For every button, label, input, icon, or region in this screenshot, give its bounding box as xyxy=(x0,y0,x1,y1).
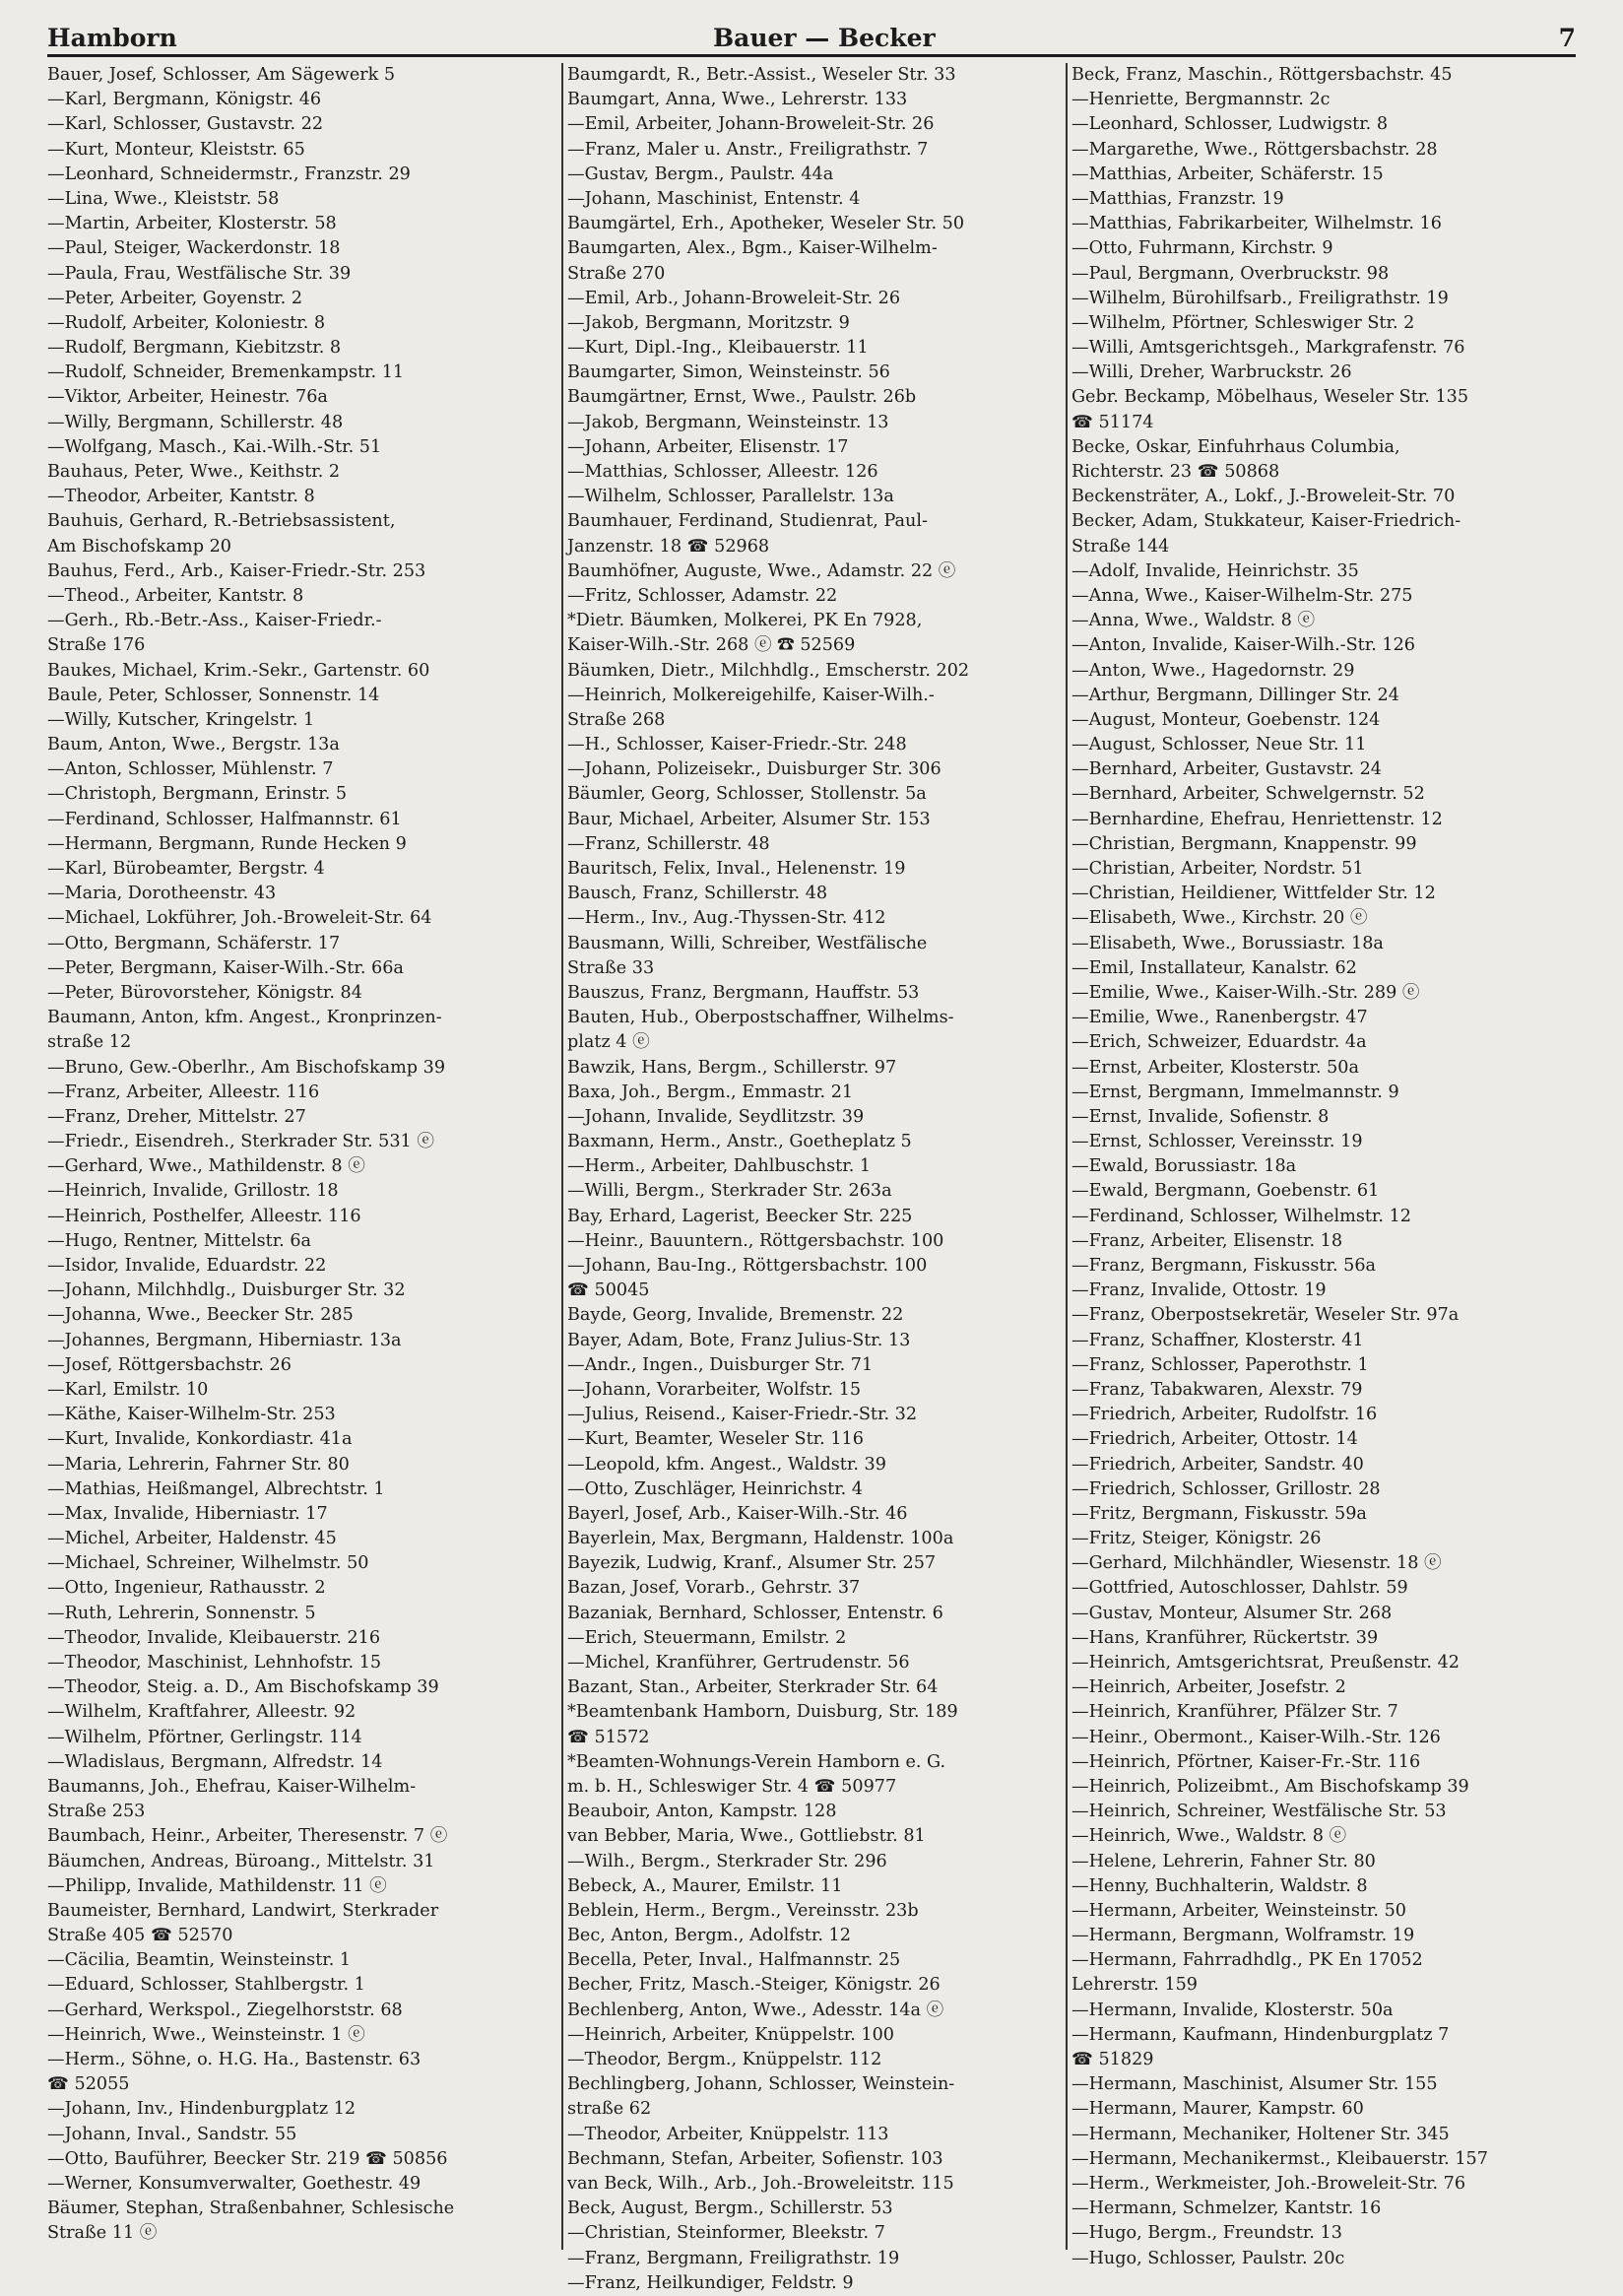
entry-line: Bechmann, Stefan, Arbeiter, Sofienstr. 103 xyxy=(567,2148,943,2169)
entry-line: —Anton, Schlosser, Mühlenstr. 7 xyxy=(47,759,334,780)
entry-line: m. b. H., Schleswiger Str. 4 ☎ 50977 xyxy=(567,1776,897,1797)
entry-line: Baumanns, Joh., Ehefrau, Kaiser-Wilhelm- xyxy=(47,1776,417,1797)
entry-line: Bec, Anton, Bergm., Adolfstr. 12 xyxy=(567,1926,851,1946)
entry-line: —Heinrich, Arbeiter, Josefstr. 2 xyxy=(1071,1677,1346,1698)
entry-line: —Theodor, Arbeiter, Knüppelstr. 113 xyxy=(567,2124,889,2144)
entry-line: —Rudolf, Schneider, Bremenkampstr. 11 xyxy=(47,362,405,383)
entry-line: —Christian, Heildiener, Wittfelder Str. 12 xyxy=(1071,884,1436,904)
entry-line: —Willi, Bergm., Sterkrader Str. 263a xyxy=(567,1181,892,1202)
entry-line: —Heinr., Bauuntern., Röttgersbachstr. 100 xyxy=(567,1230,944,1251)
entry-line: —Christian, Arbeiter, Nordstr. 51 xyxy=(1071,859,1364,879)
entry-line: Bawzik, Hans, Bergm., Schillerstr. 97 xyxy=(567,1057,897,1078)
entry-line: —Wilhelm, Bürohilfsarb., Freiligrathstr. 19 xyxy=(1071,288,1449,308)
entry-line: Straße 33 xyxy=(567,957,655,978)
entry-line: —Julius, Reisend., Kaiser-Friedr.-Str. 32 xyxy=(567,1405,918,1425)
entry-line: —Otto, Bauführer, Beecker Str. 219 ☎ 50856 xyxy=(47,2148,448,2169)
entry-line: —Heinrich, Arbeiter, Knüppelstr. 100 xyxy=(567,2024,894,2045)
entry-line: —Käthe, Kaiser-Wilhelm-Str. 253 xyxy=(47,1405,336,1425)
entry-line: —Johann, Maschinist, Entenstr. 4 xyxy=(567,188,861,209)
entry-line: —Willi, Amtsgerichtsgeh., Markgrafenstr. 76 xyxy=(1071,338,1465,359)
entry-line: —Ewald, Borussiastr. 18a xyxy=(1071,1156,1297,1177)
entry-line: —Franz, Bergmann, Fiskusstr. 56a xyxy=(1071,1256,1377,1276)
entry-line: —Friedrich, Arbeiter, Sandstr. 40 xyxy=(1071,1454,1364,1475)
entry-line: Richterstr. 23 ☎ 50868 xyxy=(1071,462,1280,482)
entry-line: —Herm., Arbeiter, Dahlbuschstr. 1 xyxy=(567,1156,872,1177)
entry-line: Baumhauer, Ferdinand, Studienrat, Paul- xyxy=(567,511,928,532)
entry-line: —Gerh., Rb.-Betr.-Ass., Kaiser-Friedr.- xyxy=(47,611,382,631)
entry-line: —Johann, Milchhdlg., Duisburger Str. 32 xyxy=(47,1280,406,1301)
entry-line: —Wilh., Bergm., Sterkrader Str. 296 xyxy=(567,1851,887,1871)
entry-line: —Hermann, Mechaniker, Holtener Str. 345 xyxy=(1071,2124,1450,2144)
entry-line: Baumeister, Bernhard, Landwirt, Sterkrader xyxy=(47,1900,439,1921)
entry-line: Baum, Anton, Wwe., Bergstr. 13a xyxy=(47,735,340,755)
entry-line: —Paula, Frau, Westfälische Str. 39 xyxy=(47,263,352,284)
entry-line: —Anna, Wwe., Kaiser-Wilhelm-Str. 275 xyxy=(1071,585,1413,606)
entry-line: —Heinrich, Wwe., Weinsteinstr. 1 ⓔ xyxy=(47,2024,365,2045)
entry-line: —Willy, Kutscher, Kringelstr. 1 xyxy=(47,709,315,730)
entry-line: Baxmann, Herm., Anstr., Goetheplatz 5 xyxy=(567,1132,912,1152)
entry-line: ☎ 51174 xyxy=(1071,412,1154,432)
entry-line: Baumgärtel, Erh., Apotheker, Weseler Str. 50 xyxy=(567,214,965,234)
entry-line: —Elisabeth, Wwe., Kirchstr. 20 ⓔ xyxy=(1071,908,1368,929)
entry-line: —Wilhelm, Schlosser, Parallelstr. 13a xyxy=(567,487,894,507)
entry-line: —Paul, Bergmann, Overbruckstr. 98 xyxy=(1071,263,1390,284)
entry-line: Baumgarter, Simon, Weinsteinstr. 56 xyxy=(567,362,890,383)
entry-line: —Willy, Bergmann, Schillerstr. 48 xyxy=(47,412,344,432)
entry-line: —Bernhard, Arbeiter, Gustavstr. 24 xyxy=(1071,759,1382,780)
entry-line: Bechlingberg, Johann, Schlosser, Weinstein- xyxy=(567,2074,955,2095)
entry-line: —Adolf, Invalide, Heinrichstr. 35 xyxy=(1071,560,1359,581)
entry-line: —Franz, Bergmann, Freiligrathstr. 19 xyxy=(567,2248,900,2268)
entry-line: —Emilie, Wwe., Kaiser-Wilh.-Str. 289 ⓔ xyxy=(1071,982,1420,1003)
entry-line: Beck, Franz, Maschin., Röttgersbachstr. 45 xyxy=(1071,65,1453,85)
entry-line: Beauboir, Anton, Kampstr. 128 xyxy=(567,1802,837,1822)
entry-line: —Emilie, Wwe., Ranenbergstr. 47 xyxy=(1071,1008,1368,1028)
entry-line: Baumbach, Heinr., Arbeiter, Theresenstr. 7 ⓔ xyxy=(47,1826,448,1847)
entry-line: Baule, Peter, Schlosser, Sonnenstr. 14 xyxy=(47,685,380,705)
entry-line: —Fritz, Schlosser, Adamstr. 22 xyxy=(567,585,838,606)
entry-line: —Franz, Invalide, Ottostr. 19 xyxy=(1071,1280,1327,1301)
entry-line: —Herm., Werkmeister, Joh.-Broweleit-Str. 76 xyxy=(1071,2173,1466,2194)
entry-line: platz 4 ⓔ xyxy=(567,1032,650,1053)
entry-line: —Otto, Zuschläger, Heinrichstr. 4 xyxy=(567,1478,864,1499)
entry-line: —Mathias, Heißmangel, Albrechtstr. 1 xyxy=(47,1478,385,1499)
entry-line: *Dietr. Bäumken, Molkerei, PK En 7928, xyxy=(567,611,923,631)
entry-line: —Johann, Polizeisekr., Duisburger Str. 306 xyxy=(567,759,941,780)
entry-line: —Henriette, Bergmannstr. 2c xyxy=(1071,90,1331,110)
entry-line: Bauer, Josef, Schlosser, Am Sägewerk 5 xyxy=(47,65,396,85)
entry-line: —Friedrich, Schlosser, Grillostr. 28 xyxy=(1071,1478,1381,1499)
entry-line: Bayerlein, Max, Bergmann, Haldenstr. 100a xyxy=(567,1529,954,1549)
entry-line: —Hermann, Maschinist, Alsumer Str. 155 xyxy=(1071,2074,1438,2095)
entry-line: —Hans, Kranführer, Rückertstr. 39 xyxy=(1071,1627,1379,1648)
entry-line: —August, Schlosser, Neue Str. 11 xyxy=(1071,735,1367,755)
entry-line: —Heinrich, Molkereigehilfe, Kaiser-Wilh.- xyxy=(567,685,935,705)
entry-line: —Viktor, Arbeiter, Heinestr. 76a xyxy=(47,387,328,408)
entry-line: —Eduard, Schlosser, Stahlbergstr. 1 xyxy=(47,1975,365,1996)
entry-line: —Emil, Arb., Johann-Broweleit-Str. 26 xyxy=(567,288,901,308)
entry-line: Baumgarten, Alex., Bgm., Kaiser-Wilhelm- xyxy=(567,238,938,259)
entry-line: Bauten, Hub., Oberpostschaffner, Wilhelms- xyxy=(567,1008,954,1028)
entry-line: —Kurt, Beamter, Weseler Str. 116 xyxy=(567,1429,864,1450)
entry-line: —Anton, Invalide, Kaiser-Wilh.-Str. 126 xyxy=(1071,635,1415,656)
entry-line: —Hermann, Fahrradhdlg., PK En 17052 xyxy=(1071,1950,1423,1971)
entry-line: Baxa, Joh., Bergm., Emmastr. 21 xyxy=(567,1082,854,1102)
entry-line: *Beamten-Wohnungs-Verein Hamborn e. G. xyxy=(567,1751,946,1772)
entry-line: —Johann, Arbeiter, Elisenstr. 17 xyxy=(567,436,849,457)
entry-line: —Margarethe, Wwe., Röttgersbachstr. 28 xyxy=(1071,139,1438,160)
entry-line: —Leopold, kfm. Angest., Waldstr. 39 xyxy=(567,1454,886,1475)
entry-line: —Leonhard, Schlosser, Ludwigstr. 8 xyxy=(1071,114,1389,135)
entry-line: Baumgärtner, Ernst, Wwe., Paulstr. 26b xyxy=(567,387,917,408)
entry-line: —Werner, Konsumverwalter, Goethestr. 49 xyxy=(47,2173,422,2194)
entry-line: Beck, August, Bergm., Schillerstr. 53 xyxy=(567,2198,893,2219)
entry-line: Baumgardt, R., Betr.-Assist., Weseler Str. 33 xyxy=(567,65,956,85)
entry-line: Bauritsch, Felix, Inval., Helenenstr. 19 xyxy=(567,859,906,879)
entry-line: —Ewald, Bergmann, Goebenstr. 61 xyxy=(1071,1181,1380,1202)
entry-line: —August, Monteur, Goebenstr. 124 xyxy=(1071,709,1381,730)
entry-line: Bauhuis, Gerhard, R.-Betriebsassistent, xyxy=(47,511,396,532)
entry-line: Baukes, Michael, Krim.-Sekr., Gartenstr. 60 xyxy=(47,660,430,681)
entry-line: —Christoph, Bergmann, Erinstr. 5 xyxy=(47,784,348,805)
page-header xyxy=(47,14,1576,57)
entry-line: —Friedrich, Arbeiter, Ottostr. 14 xyxy=(1071,1429,1358,1450)
entry-line: —Heinrich, Invalide, Grillostr. 18 xyxy=(47,1181,339,1202)
entry-line: Baur, Michael, Arbeiter, Alsumer Str. 153 xyxy=(567,809,931,829)
entry-line: —Friedrich, Arbeiter, Rudolfstr. 16 xyxy=(1071,1405,1378,1425)
entry-line: —Bernhardine, Ehefrau, Henriettenstr. 12 xyxy=(1071,809,1443,829)
entry-line: —Christian, Steinformer, Bleekstr. 7 xyxy=(567,2223,885,2244)
entry-line: Becke, Oskar, Einfuhrhaus Columbia, xyxy=(1071,436,1400,457)
entry-line: Bazant, Stan., Arbeiter, Sterkrader Str. 64 xyxy=(567,1677,939,1698)
entry-line: —Hermann, Invalide, Klosterstr. 50a xyxy=(1071,2000,1394,2020)
entry-line: —Gustav, Bergm., Paulstr. 44a xyxy=(567,164,834,184)
entry-line: —Ernst, Bergmann, Immelmannstr. 9 xyxy=(1071,1082,1399,1102)
entry-line: —Peter, Bürovorsteher, Königstr. 84 xyxy=(47,982,362,1003)
entry-line: Bechlenberg, Anton, Wwe., Adesstr. 14a ⓔ xyxy=(567,2000,944,2020)
entry-line: Straße 176 xyxy=(47,635,146,656)
entry-line: —Matthias, Schlosser, Alleestr. 126 xyxy=(567,462,878,482)
entry-line: —Hugo, Bergm., Freundstr. 13 xyxy=(1071,2223,1342,2244)
entry-line: —Wladislaus, Bergmann, Alfredstr. 14 xyxy=(47,1751,383,1772)
entry-line: Bauhaus, Peter, Wwe., Keithstr. 2 xyxy=(47,462,341,482)
entry-line: —Fritz, Steiger, Königstr. 26 xyxy=(1071,1529,1322,1549)
entry-line: —Ernst, Arbeiter, Klosterstr. 50a xyxy=(1071,1057,1359,1078)
entry-line: —Theod., Arbeiter, Kantstr. 8 xyxy=(47,585,304,606)
entry-line: —Gottfried, Autoschlosser, Dahlstr. 59 xyxy=(1071,1578,1408,1599)
entry-line: —Otto, Bergmann, Schäferstr. 17 xyxy=(47,933,341,953)
entry-line: Baumann, Anton, kfm. Angest., Kronprinzen- xyxy=(47,1008,442,1028)
entry-line: —Philipp, Invalide, Mathildenstr. 11 ⓔ xyxy=(47,1875,387,1896)
entry-line: —Anton, Wwe., Hagedornstr. 29 xyxy=(1071,660,1355,681)
entry-line: —Erich, Schweizer, Eduardstr. 4a xyxy=(1071,1032,1367,1053)
entry-line: —Hugo, Schlosser, Paulstr. 20c xyxy=(1071,2248,1345,2268)
entry-line: Bazaniak, Bernhard, Schlosser, Entenstr. 6 xyxy=(567,1603,943,1623)
entry-line: —Matthias, Fabrikarbeiter, Wilhelmstr. 16 xyxy=(1071,214,1442,234)
entry-line: Bäumken, Dietr., Milchhdlg., Emscherstr. 202 xyxy=(567,660,970,681)
entry-line: —Bernhard, Arbeiter, Schwelgernstr. 52 xyxy=(1071,784,1425,805)
entry-line: —Wilhelm, Pförtner, Gerlingstr. 114 xyxy=(47,1727,362,1747)
entry-line: —Hermann, Bergmann, Runde Hecken 9 xyxy=(47,833,407,854)
entry-line: Straße 144 xyxy=(1071,536,1170,557)
entry-line: —Helene, Lehrerin, Fahner Str. 80 xyxy=(1071,1851,1376,1871)
entry-line: Becker, Adam, Stukkateur, Kaiser-Friedrich- xyxy=(1071,511,1461,532)
entry-line: Bäumler, Georg, Schlosser, Stollenstr. 5a xyxy=(567,784,927,805)
entry-line: —Ferdinand, Schlosser, Wilhelmstr. 12 xyxy=(1071,1206,1411,1226)
entry-line: Bauhus, Ferd., Arb., Kaiser-Friedr.-Str. 253 xyxy=(47,560,426,581)
entry-line: ☎ 52055 xyxy=(47,2074,130,2095)
entry-line: van Beck, Wilh., Arb., Joh.-Broweleitstr. 115 xyxy=(567,2173,954,2194)
entry-line: Beckensträter, A., Lokf., J.-Broweleit-Str. 70 xyxy=(1071,487,1456,507)
entry-line: —Hugo, Rentner, Mittelstr. 6a xyxy=(47,1230,312,1251)
entry-line: —H., Schlosser, Kaiser-Friedr.-Str. 248 xyxy=(567,735,907,755)
header-city: Hamborn xyxy=(47,24,177,52)
entry-line: —Kurt, Invalide, Konkordiastr. 41a xyxy=(47,1429,353,1450)
entry-line: Straße 405 ☎ 52570 xyxy=(47,1926,233,1946)
entry-line: —Hermann, Maurer, Kampstr. 60 xyxy=(1071,2099,1364,2120)
entry-line: —Franz, Arbeiter, Alleestr. 116 xyxy=(47,1082,320,1102)
entry-line: Gebr. Beckamp, Möbelhaus, Weseler Str. 135 xyxy=(1071,387,1469,408)
entry-line: Bayerl, Josef, Arb., Kaiser-Wilh.-Str. 46 xyxy=(567,1503,908,1524)
entry-line: Bayer, Adam, Bote, Franz Julius-Str. 13 xyxy=(567,1330,911,1350)
entry-line: Bebeck, A., Maurer, Emilstr. 11 xyxy=(567,1875,843,1896)
entry-line: —Johann, Bau-Ing., Röttgersbachstr. 100 xyxy=(567,1256,928,1276)
entry-line: —Hermann, Arbeiter, Weinsteinstr. 50 xyxy=(1071,1900,1406,1921)
entry-line: —Franz, Schaffner, Klosterstr. 41 xyxy=(1071,1330,1364,1350)
entry-line: —Lina, Wwe., Kleiststr. 58 xyxy=(47,188,280,209)
entry-line: —Friedr., Eisendreh., Sterkrader Str. 531 ⓔ xyxy=(47,1132,434,1152)
entry-line: —Karl, Bergmann, Königstr. 46 xyxy=(47,90,322,110)
entry-line: —Peter, Arbeiter, Goyenstr. 2 xyxy=(47,288,303,308)
entry-line: —Michel, Kranführer, Gertrudenstr. 56 xyxy=(567,1653,910,1673)
entry-line: —Otto, Fuhrmann, Kirchstr. 9 xyxy=(1071,238,1333,259)
entry-line: ☎ 50045 xyxy=(567,1280,650,1301)
entry-line: —Elisabeth, Wwe., Borussiastr. 18a xyxy=(1071,933,1384,953)
entry-line: —Fritz, Bergmann, Fiskusstr. 59a xyxy=(1071,1503,1367,1524)
entry-line: Bausch, Franz, Schillerstr. 48 xyxy=(567,884,828,904)
entry-line: —Emil, Installateur, Kanalstr. 62 xyxy=(1071,957,1357,978)
entry-line: —Isidor, Invalide, Eduardstr. 22 xyxy=(47,1256,327,1276)
entry-line: Straße 268 xyxy=(567,709,666,730)
entry-line: —Franz, Maler u. Anstr., Freiligrathstr. 7 xyxy=(567,139,929,160)
entry-line: —Michael, Schreiner, Wilhelmstr. 50 xyxy=(47,1553,369,1574)
entry-line: ☎ 51572 xyxy=(567,1727,650,1747)
entry-line: —Hermann, Bergmann, Wolframstr. 19 xyxy=(1071,1926,1415,1946)
entry-line: Baumhöfner, Auguste, Wwe., Adamstr. 22 ⓔ xyxy=(567,560,956,581)
entry-line: —Johanna, Wwe., Beecker Str. 285 xyxy=(47,1305,354,1326)
entry-line: —Franz, Schillerstr. 48 xyxy=(567,833,770,854)
column-1 xyxy=(47,63,557,2258)
header-name-range: Bauer — Becker xyxy=(713,24,936,52)
entry-line: —Andr., Ingen., Duisburger Str. 71 xyxy=(567,1354,874,1375)
entry-line: —Heinrich, Polizeibmt., Am Bischofskamp 39 xyxy=(1071,1776,1469,1797)
entry-line: Bauszus, Franz, Bergmann, Hauffstr. 53 xyxy=(567,982,920,1003)
entry-line: Becella, Peter, Inval., Halfmannstr. 25 xyxy=(567,1950,901,1971)
entry-line: —Hermann, Schmelzer, Kantstr. 16 xyxy=(1071,2198,1382,2219)
entry-line: —Heinrich, Amtsgerichtsrat, Preußenstr. 42 xyxy=(1071,1653,1460,1673)
entry-line: —Maria, Lehrerin, Fahrner Str. 80 xyxy=(47,1454,350,1475)
entry-line: —Wilhelm, Kraftfahrer, Alleestr. 92 xyxy=(47,1702,357,1723)
entry-line: Beblein, Herm., Bergm., Vereinsstr. 23b xyxy=(567,1900,919,1921)
entry-line: —Johannes, Bergmann, Hiberniastr. 13a xyxy=(47,1330,402,1350)
entry-line: —Ruth, Lehrerin, Sonnenstr. 5 xyxy=(47,1603,316,1623)
entry-line: —Matthias, Franzstr. 19 xyxy=(1071,188,1284,209)
entry-line: —Michael, Lokführer, Joh.-Broweleit-Str. 64 xyxy=(47,908,432,929)
entry-line: —Jakob, Bergmann, Moritzstr. 9 xyxy=(567,312,850,333)
entry-line: straße 12 xyxy=(47,1032,132,1053)
entry-line: —Henny, Buchhalterin, Waldstr. 8 xyxy=(1071,1875,1368,1896)
entry-line: —Paul, Steiger, Wackerdonstr. 18 xyxy=(47,238,341,259)
entry-line: —Otto, Ingenieur, Rathausstr. 2 xyxy=(47,1578,326,1599)
entry-line: Baumgart, Anna, Wwe., Lehrerstr. 133 xyxy=(567,90,908,110)
entry-line: Bazan, Josef, Vorarb., Gehrstr. 37 xyxy=(567,1578,861,1599)
entry-line: *Beamtenbank Hamborn, Duisburg, Str. 189 xyxy=(567,1702,958,1723)
entry-line: Bäumer, Stephan, Straßenbahner, Schlesische xyxy=(47,2198,455,2219)
entry-line: —Ferdinand, Schlosser, Halfmannstr. 61 xyxy=(47,809,402,829)
entry-line: —Gerhard, Werkspol., Ziegelhorststr. 68 xyxy=(47,2000,403,2020)
entry-line: —Franz, Tabakwaren, Alexstr. 79 xyxy=(1071,1379,1363,1400)
entry-line: —Karl, Bürobeamter, Bergstr. 4 xyxy=(47,859,325,879)
entry-line: Bausmann, Willi, Schreiber, Westfälische xyxy=(567,933,928,953)
entry-line: —Karl, Schlosser, Gustavstr. 22 xyxy=(47,114,324,135)
entry-line: —Herm., Inv., Aug.-Thyssen-Str. 412 xyxy=(567,908,886,929)
entry-line: van Bebber, Maria, Wwe., Gottliebstr. 81 xyxy=(567,1826,926,1847)
entry-line: —Herm., Söhne, o. H.G. Ha., Bastenstr. 63 xyxy=(47,2050,422,2069)
entry-line: —Heinrich, Wwe., Waldstr. 8 ⓔ xyxy=(1071,1826,1347,1847)
entry-line: —Arthur, Bergmann, Dillinger Str. 24 xyxy=(1071,685,1399,705)
entry-line: Straße 270 xyxy=(567,263,666,284)
entry-line: —Franz, Oberpostsekretär, Weseler Str. 97a xyxy=(1071,1305,1460,1326)
entry-line: —Franz, Arbeiter, Elisenstr. 18 xyxy=(1071,1230,1343,1251)
entry-line: —Gerhard, Wwe., Mathildenstr. 8 ⓔ xyxy=(47,1156,365,1177)
entry-line: —Martin, Arbeiter, Klosterstr. 58 xyxy=(47,214,337,234)
entry-line: —Erich, Steuermann, Emilstr. 2 xyxy=(567,1627,847,1648)
entry-line: Becher, Fritz, Masch.-Steiger, Königstr. 26 xyxy=(567,1975,941,1996)
entry-line: —Wolfgang, Masch., Kai.-Wilh.-Str. 51 xyxy=(47,436,382,457)
entry-line: —Heinrich, Schreiner, Westfälische Str. 53 xyxy=(1071,1802,1447,1822)
entry-line: Bayezik, Ludwig, Kranf., Alsumer Str. 257 xyxy=(567,1553,937,1574)
entry-line: Am Bischofskamp 20 xyxy=(47,536,231,557)
entry-line: —Theodor, Arbeiter, Kantstr. 8 xyxy=(47,487,315,507)
entry-line: —Heinrich, Posthelfer, Alleestr. 116 xyxy=(47,1206,361,1226)
header-rule xyxy=(47,54,1576,57)
entry-line: —Theodor, Maschinist, Lehnhofstr. 15 xyxy=(47,1653,382,1673)
entry-line: —Johann, Vorarbeiter, Wolfstr. 15 xyxy=(567,1379,862,1400)
entry-line: —Rudolf, Bergmann, Kiebitzstr. 8 xyxy=(47,338,342,359)
entry-line: —Peter, Bergmann, Kaiser-Wilh.-Str. 66a xyxy=(47,957,404,978)
entry-line: —Anna, Wwe., Waldstr. 8 ⓔ xyxy=(1071,611,1316,631)
entry-line: Janzenstr. 18 ☎ 52968 xyxy=(567,536,770,557)
entry-line: —Bruno, Gew.-Oberlhr., Am Bischofskamp 39 xyxy=(47,1057,446,1078)
entry-line: —Johann, Inv., Hindenburgplatz 12 xyxy=(47,2099,357,2120)
entry-line: —Max, Invalide, Hiberniastr. 17 xyxy=(47,1503,328,1524)
entry-line: —Cäcilia, Beamtin, Weinsteinstr. 1 xyxy=(47,1950,352,1971)
entry-line: Bäumchen, Andreas, Büroang., Mittelstr. 31 xyxy=(47,1851,435,1871)
entry-line: —Matthias, Arbeiter, Schäferstr. 15 xyxy=(1071,164,1384,184)
entry-line: Straße 253 xyxy=(47,1802,146,1822)
page-number: 7 xyxy=(1558,24,1576,52)
entry-line: —Karl, Emilstr. 10 xyxy=(47,1379,209,1400)
entry-line: —Christian, Bergmann, Knappenstr. 99 xyxy=(1071,833,1417,854)
entry-line: —Hermann, Kaufmann, Hindenburgplatz 7 xyxy=(1071,2024,1450,2045)
entry-line: Lehrerstr. 159 xyxy=(1071,1975,1199,1996)
entry-line: —Wilhelm, Pförtner, Schleswiger Str. 2 xyxy=(1071,312,1415,333)
entry-line: —Hermann, Mechanikermst., Kleibauerstr. 157 xyxy=(1071,2148,1488,2169)
entry-line: —Theodor, Steig. a. D., Am Bischofskamp 39 xyxy=(47,1677,439,1698)
entry-line: —Theodor, Invalide, Kleibauerstr. 216 xyxy=(47,1627,381,1648)
entry-line: —Michel, Arbeiter, Haldenstr. 45 xyxy=(47,1529,337,1549)
column-divider xyxy=(561,63,563,2250)
entry-line: —Gustav, Monteur, Alsumer Str. 268 xyxy=(1071,1603,1393,1623)
entry-line: —Ernst, Invalide, Sofienstr. 8 xyxy=(1071,1106,1330,1127)
column-divider xyxy=(1066,63,1068,2250)
entry-line: —Johann, Inval., Sandstr. 55 xyxy=(47,2124,297,2144)
entry-line: —Kurt, Monteur, Kleiststr. 65 xyxy=(47,139,305,160)
entry-line: —Franz, Heilkundiger, Feldstr. 9 xyxy=(567,2272,854,2293)
entry-line: straße 62 xyxy=(567,2099,652,2120)
entry-line: —Maria, Dorotheenstr. 43 xyxy=(47,884,277,904)
entry-line: —Johann, Invalide, Seydlitzstr. 39 xyxy=(567,1106,865,1127)
entry-line: —Franz, Dreher, Mittelstr. 27 xyxy=(47,1106,306,1127)
entry-line: —Jakob, Bergmann, Weinsteinstr. 13 xyxy=(567,412,889,432)
column-2 xyxy=(567,63,1062,2293)
entry-line: —Heinrich, Pförtner, Kaiser-Fr.-Str. 116 xyxy=(1071,1751,1421,1772)
entry-line: —Heinr., Obermont., Kaiser-Wilh.-Str. 126 xyxy=(1071,1727,1441,1747)
entry-line: —Heinrich, Kranführer, Pfälzer Str. 7 xyxy=(1071,1702,1398,1723)
entry-line: —Rudolf, Arbeiter, Koloniestr. 8 xyxy=(47,312,326,333)
entry-line: Bay, Erhard, Lagerist, Beecker Str. 225 xyxy=(567,1206,913,1226)
entry-line: —Ernst, Schlosser, Vereinsstr. 19 xyxy=(1071,1132,1363,1152)
entry-line: —Emil, Arbeiter, Johann-Broweleit-Str. 26 xyxy=(567,114,935,135)
entry-line: Straße 11 ⓔ xyxy=(47,2223,158,2244)
entry-line: Kaiser-Wilh.-Str. 268 ⓔ ☎ 52569 xyxy=(567,635,856,656)
entry-line: —Franz, Schlosser, Paperothstr. 1 xyxy=(1071,1354,1369,1375)
entry-line: Bayde, Georg, Invalide, Bremenstr. 22 xyxy=(567,1305,904,1326)
entry-line: —Willi, Dreher, Warbruckstr. 26 xyxy=(1071,362,1352,383)
entry-line: ☎ 51829 xyxy=(1071,2050,1154,2069)
entry-line: —Kurt, Dipl.-Ing., Kleibauerstr. 11 xyxy=(567,338,869,359)
column-3 xyxy=(1071,63,1578,2268)
entry-line: —Josef, Röttgersbachstr. 26 xyxy=(47,1354,292,1375)
entry-line: —Theodor, Bergm., Knüppelstr. 112 xyxy=(567,2050,882,2069)
entry-line: —Leonhard, Schneidermstr., Franzstr. 29 xyxy=(47,164,411,184)
entry-line: —Gerhard, Milchhändler, Wiesenstr. 18 ⓔ xyxy=(1071,1553,1442,1574)
